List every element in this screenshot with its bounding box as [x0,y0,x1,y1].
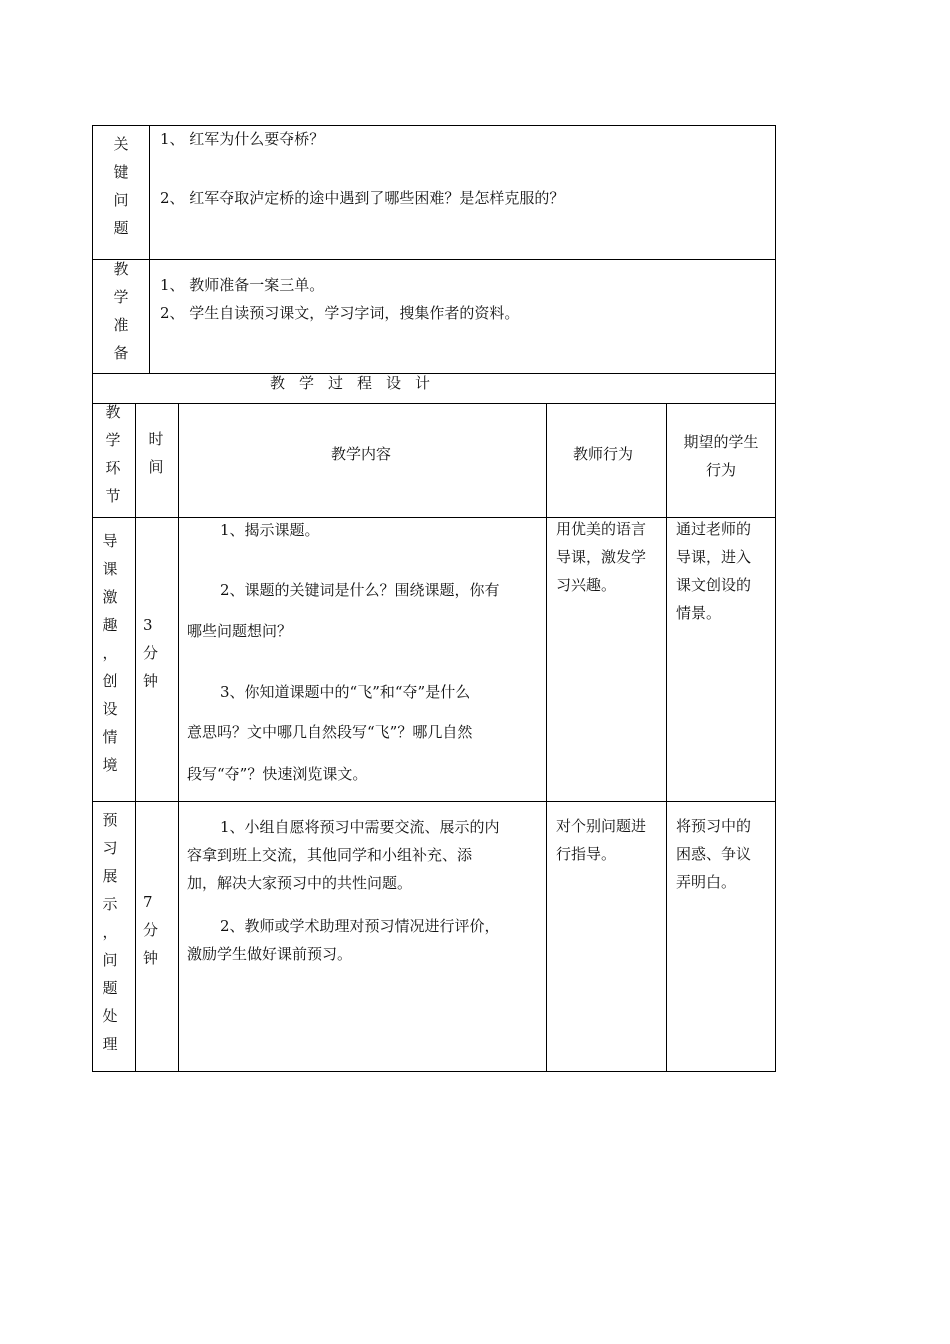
time-char: 钟 [143,672,159,690]
grid-line [178,403,179,1071]
teacher-line: 导课，激发学 [556,548,647,566]
header-teacher: 教师行为 [573,445,634,463]
grid-line [92,259,776,260]
header-line: 行为 [705,461,736,479]
label-char: 关 [113,135,129,153]
stage-char: 情 [102,728,118,746]
key-question-1: 1、 红军为什么要夺桥？ [160,130,325,148]
row1-content-line: 1、揭示课题。 [220,521,320,539]
student-line: 将预习中的 [676,817,752,835]
row1-teacher [556,515,646,599]
time-char: 钟 [143,949,159,967]
label-char: 键 [113,163,129,181]
grid-line [149,125,150,373]
header-char: 节 [105,487,121,505]
preparation-item-2: 2、 学生自读预习课文，学习字词，搜集作者的资料。 [160,304,520,322]
stage-char: 题 [102,979,118,997]
stage-char: 预 [102,811,118,829]
label-char: 教 [113,260,129,278]
stage-char: 导 [102,532,118,550]
stage-char: 设 [102,700,118,718]
row1-content-line: 段写“夺”？快速浏览课文。 [187,765,368,783]
stage-char: 示 [102,895,118,913]
student-line: 课文创设的 [676,576,752,594]
student-line: 导课，进入 [676,548,752,566]
student-line: 情景。 [676,604,722,622]
student-line: 困惑、争议 [676,845,752,863]
stage-char: 趣 [102,616,118,634]
stage-char: 问 [102,951,118,969]
grid-line [92,801,776,802]
grid-line [666,403,667,1071]
stage-char: 展 [102,867,118,885]
teacher-line: 对个别问题进 [556,817,647,835]
grid-line [546,403,547,1071]
stage-char: ， [102,923,118,941]
student-line: 弄明白。 [676,873,737,891]
grid-line [92,517,776,518]
row2-content-line: 2、教师或学术助理对预习情况进行评价， [220,917,500,935]
grid-line [775,125,776,1072]
stage-char: 习 [102,839,118,857]
stage-char: 激 [102,588,118,606]
row2-content-line: 容拿到班上交流，其他同学和小组补充、添 [187,846,473,864]
time-char: 分 [143,644,159,662]
grid-line [92,125,776,126]
stage-char: 境 [102,756,118,774]
row2-time [143,888,158,972]
stage-char: ， [102,644,118,662]
teacher-line: 用优美的语言 [556,520,647,538]
stage-char: 理 [102,1035,118,1053]
header-char: 环 [105,459,121,477]
stage-char: 处 [102,1007,118,1025]
row1-time [143,611,158,695]
time-char: 7 [143,893,153,911]
header-student [667,428,775,484]
header-content: 教学内容 [331,445,392,463]
key-questions-label [101,130,141,242]
grid-line [135,403,136,1071]
stage-char: 课 [102,560,118,578]
teacher-line: 习兴趣。 [556,576,617,594]
label-char: 准 [113,316,129,334]
time-char: 分 [143,921,159,939]
header-time [136,425,176,481]
header-char: 教 [105,403,121,421]
row2-content-line: 激励学生做好课前预习。 [187,945,353,963]
row2-student [676,812,751,896]
label-char: 问 [113,191,129,209]
row2-content-line: 1、小组自愿将预习中需要交流、展示的内 [220,818,500,836]
grid-line [92,1071,776,1072]
header-char: 间 [148,458,164,476]
row1-content-line: 哪些问题想问？ [187,622,293,640]
row2-stage [90,806,130,1058]
row1-stage [90,527,130,779]
stage-char: 创 [102,672,118,690]
key-question-2: 2、 红军夺取泸定桥的途中遇到了哪些困难？是怎样克服的？ [160,189,565,207]
row2-content-line: 加，解决大家预习中的共性问题。 [187,874,413,892]
header-char: 时 [148,430,164,448]
header-char: 学 [105,431,121,449]
row1-student [676,515,751,627]
time-char: 3 [143,616,153,634]
preparation-item-1: 1、 教师准备一案三单。 [160,276,325,294]
label-char: 备 [113,344,129,362]
row1-content-line: 3、你知道课题中的“飞”和“夺”是什么 [220,683,471,701]
label-char: 题 [113,219,129,237]
row2-teacher [556,812,646,868]
row1-content-line: 意思吗？文中哪几自然段写“飞”？哪几自然 [187,723,473,741]
preparation-label [101,255,141,367]
label-char: 学 [113,288,129,306]
header-stage [93,398,133,510]
header-line: 期望的学生 [683,433,759,451]
grid-line [92,403,776,404]
row1-content-line: 2、课题的关键词是什么？围绕课题，你有 [220,581,500,599]
teacher-line: 行指导。 [556,845,617,863]
student-line: 通过老师的 [676,520,752,538]
process-title: 教学过程设计 [270,374,445,392]
